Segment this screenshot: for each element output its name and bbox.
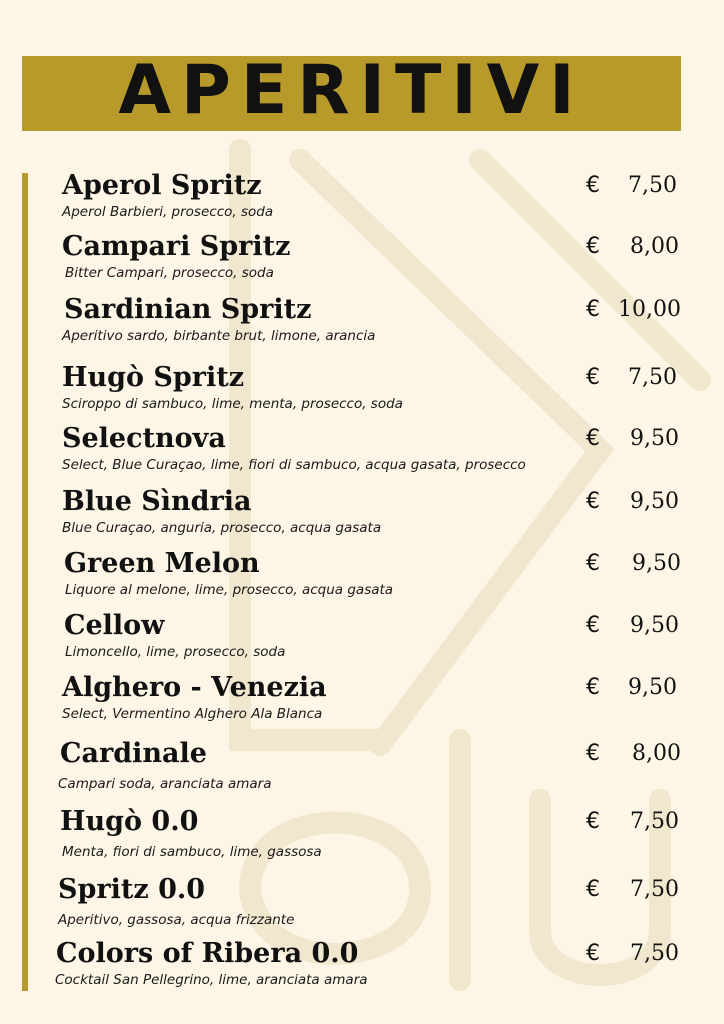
menu-item xyxy=(0,170,724,230)
menu-item xyxy=(0,672,724,732)
currency-symbol: € xyxy=(586,613,600,638)
item-price: 10,00 xyxy=(618,297,681,322)
menu-item xyxy=(0,362,724,422)
item-price: 9,50 xyxy=(628,675,677,700)
menu-item xyxy=(0,806,724,866)
menu-item xyxy=(0,423,724,483)
item-description: Blue Curaçao, anguria, prosecco, acqua gasata xyxy=(62,520,382,536)
currency-symbol: € xyxy=(586,809,600,834)
item-description: Liquore al melone, lime, prosecco, acqua gasata xyxy=(65,582,394,598)
currency-symbol: € xyxy=(586,297,600,322)
item-price: 7,50 xyxy=(630,809,679,834)
item-name: Green Melon xyxy=(64,548,260,579)
item-price: 9,50 xyxy=(630,489,679,514)
item-name: Cellow xyxy=(64,610,165,641)
menu-item xyxy=(0,610,724,670)
item-description: Aperitivo sardo, birbante brut, limone, arancia xyxy=(62,328,376,344)
item-name: Campari Spritz xyxy=(62,231,291,262)
menu-item xyxy=(0,938,724,998)
item-name: Selectnova xyxy=(62,423,226,454)
item-price: 9,50 xyxy=(630,613,679,638)
item-name: Blue Sìndria xyxy=(62,486,252,517)
item-description: Menta, fiori di sambuco, lime, gassosa xyxy=(62,844,322,860)
menu-item xyxy=(0,486,724,546)
page-title: APERITIVI xyxy=(118,51,585,130)
item-name: Aperol Spritz xyxy=(62,170,262,201)
item-name: Alghero - Venezia xyxy=(62,672,327,703)
item-description: Select, Blue Curaçao, lime, fiori di sambuco, acqua gasata, prosecco xyxy=(62,457,526,473)
item-name: Sardinian Spritz xyxy=(64,294,312,325)
item-description: Bitter Campari, prosecco, soda xyxy=(65,265,274,281)
item-name: Colors of Ribera 0.0 xyxy=(56,938,359,969)
currency-symbol: € xyxy=(586,489,600,514)
item-price: 7,50 xyxy=(628,173,677,198)
item-name: Spritz 0.0 xyxy=(58,874,206,905)
menu-item xyxy=(0,294,724,354)
item-description: Sciroppo di sambuco, lime, menta, prosecco, soda xyxy=(62,396,403,412)
item-price: 7,50 xyxy=(630,877,679,902)
menu-item xyxy=(0,874,724,934)
item-price: 8,00 xyxy=(632,741,681,766)
item-description: Select, Vermentino Alghero Ala Blanca xyxy=(62,706,323,722)
item-name: Hugò Spritz xyxy=(62,362,245,393)
currency-symbol: € xyxy=(586,877,600,902)
currency-symbol: € xyxy=(586,173,600,198)
menu-item xyxy=(0,231,724,291)
item-name: Cardinale xyxy=(60,738,207,769)
item-description: Limoncello, lime, prosecco, soda xyxy=(65,644,286,660)
item-price: 9,50 xyxy=(632,551,681,576)
currency-symbol: € xyxy=(586,741,600,766)
item-price: 8,00 xyxy=(630,234,679,259)
currency-symbol: € xyxy=(586,941,600,966)
item-description: Aperitivo, gassosa, acqua frizzante xyxy=(58,912,295,928)
currency-symbol: € xyxy=(586,365,600,390)
item-price: 7,50 xyxy=(630,941,679,966)
menu-item xyxy=(0,548,724,608)
currency-symbol: € xyxy=(586,675,600,700)
item-price: 7,50 xyxy=(628,365,677,390)
item-description: Campari soda, aranciata amara xyxy=(58,776,272,792)
item-description: Cocktail San Pellegrino, lime, aranciata amara xyxy=(55,972,368,988)
currency-symbol: € xyxy=(586,551,600,576)
item-description: Aperol Barbieri, prosecco, soda xyxy=(62,204,274,220)
menu-item xyxy=(0,738,724,798)
item-price: 9,50 xyxy=(630,426,679,451)
item-name: Hugò 0.0 xyxy=(60,806,199,837)
currency-symbol: € xyxy=(586,426,600,451)
currency-symbol: € xyxy=(586,234,600,259)
